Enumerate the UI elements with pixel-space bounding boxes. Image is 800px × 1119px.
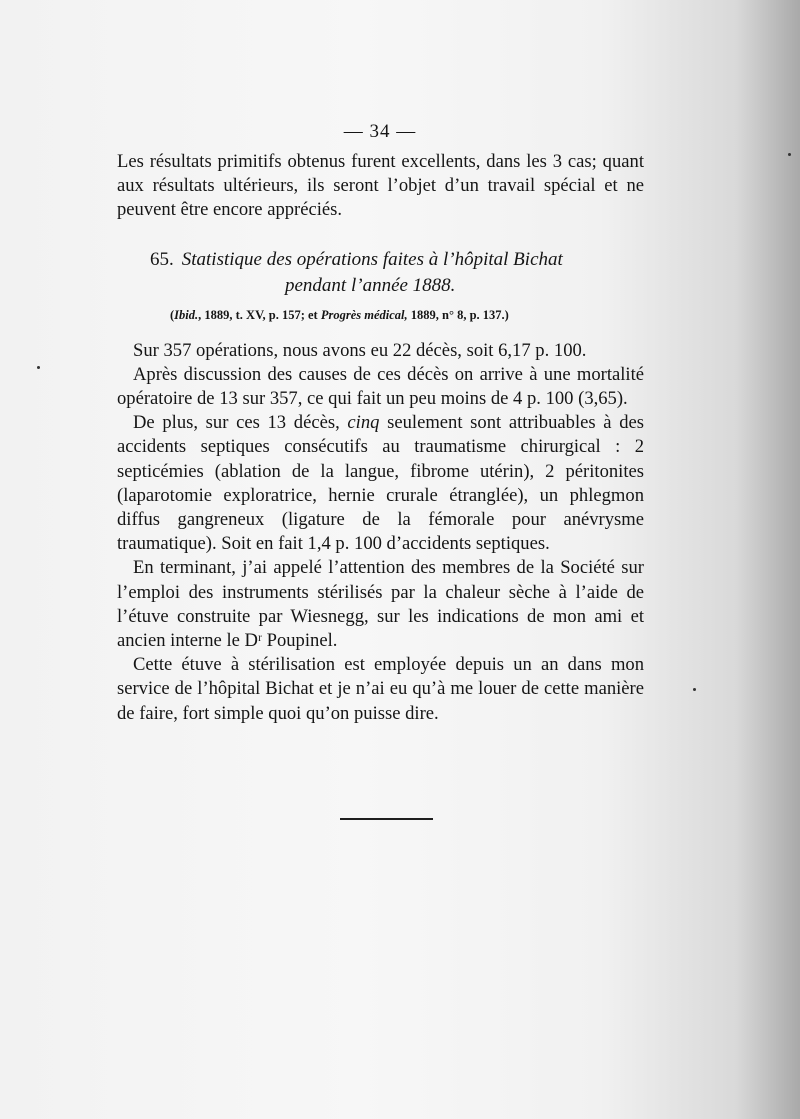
septic-text-after: seulement sont attribuables à des accidents septiques consécutifs au traumatisme chirurgical : 2 septicémies (ablation de la langue, fibrome utérin), 2 péritonites (laparotomie exploratrice, hernie crurale étranglée), un phlegmon diffus gangreneux (ligature de la fémorale pour anévrysme traumatique). Soit en fait 1,4 p. 100 d’accidents septiques. (117, 412, 645, 555)
paragraph-septic-accidents (117, 411, 644, 556)
section-title-line-1: Statistique des opérations faites à l’hôpital Bichat (181, 248, 563, 270)
section-heading (117, 247, 644, 299)
body-text (117, 150, 644, 726)
paragraph-mortality: Après discussion des causes de ces décès on arrive à une mortalité opératoire de 13 sur 357, ce qui fait un peu moins de 4 p. 100 (3,65). (117, 363, 644, 410)
paragraph-intro: Les résultats primitifs obtenus furent excellents, dans les 3 cas; quant aux résultats ultérieurs, ils seront l’objet d’un travail spécial et ne peuvent être encore appréciés. (117, 151, 644, 221)
septic-text-italic: cinq (347, 412, 380, 434)
section-heading-line-1 (117, 247, 644, 273)
closing-rule (340, 818, 433, 820)
page-number: — 34 — (343, 121, 417, 142)
specks (788, 153, 791, 156)
reference-source: Ibid. (174, 307, 199, 322)
septic-text-before: De plus, sur ces 13 décès, (133, 412, 348, 434)
section-title-line-2: pendant l’année 1888. (285, 274, 456, 296)
specks (693, 688, 696, 691)
reference-details-2: 1889, n° 8, p. 137.) (410, 307, 509, 322)
specks (37, 366, 40, 369)
reference-details: , 1889, t. XV, p. 157; et (198, 307, 318, 322)
section-number: 65. (150, 248, 174, 270)
paragraph-statistics: Sur 357 opérations, nous avons eu 22 décès, soit 6,17 p. 100. (133, 339, 587, 361)
reference-journal: Progrès médical, (320, 307, 408, 322)
bibliographic-reference: (Ibid., 1889, t. XV, p. 157; et Progrès médical, 1889, n° 8, p. 137.) (170, 307, 509, 322)
paragraph-sterilization-oven: Cette étuve à stérilisation est employée depuis un an dans mon service de l’hôpital Bichat et je n’ai eu qu’à me louer de cette manière de faire, fort simple quoi qu’on puisse dire. (117, 654, 644, 724)
paragraph-sterilized-instruments: En terminant, j’ai appelé l’attention des membres de la Société sur l’emploi des instruments stérilisés par la chaleur sèche à l’aide de l’étuve construite par Wiesnegg, sur les indications de mon ami et ancien interne le Dʳ Poupinel. (117, 557, 644, 652)
